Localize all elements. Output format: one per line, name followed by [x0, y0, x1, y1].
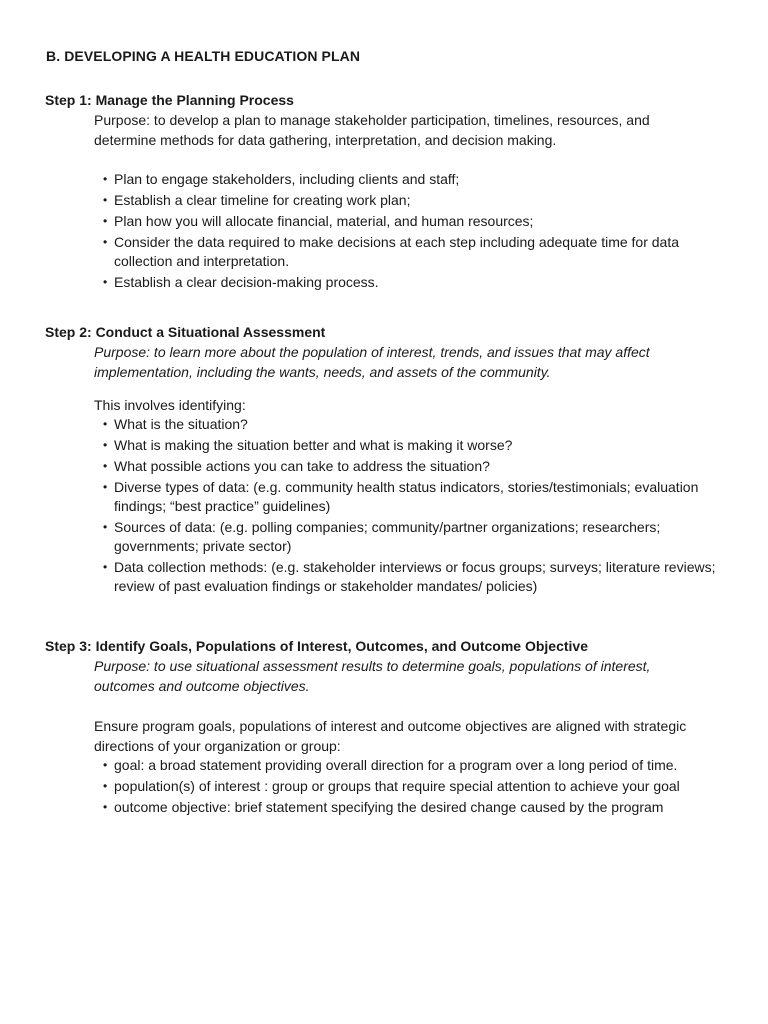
list-item: • Establish a clear decision-making process.: [103, 274, 379, 290]
step-1-purpose: Purpose: to develop a plan to manage stakeholder participation, timelines, resources, and determine methods for data gathering, interpretation, and decision making.: [94, 112, 650, 148]
list-item: • Plan to engage stakeholders, including clients and staff;: [103, 171, 460, 187]
list-item: • What is making the situation better and what is making it worse?: [103, 437, 513, 453]
list-item: • goal: a broad statement providing overall direction for a program over a long period of time.: [103, 757, 678, 773]
bullet-icon: •: [103, 758, 108, 772]
step-1-bullet-list: [45, 170, 723, 292]
bullet-icon: •: [103, 560, 108, 574]
bullet-icon: •: [103, 438, 108, 452]
step-2-bullet-list: [45, 415, 723, 596]
step-3-intro: Ensure program goals, populations of interest and outcome objectives are aligned with strategic directions of your organization or group:: [94, 718, 687, 754]
step-1-heading: Step 1: Manage the Planning Process: [45, 92, 294, 108]
step-1: [45, 90, 745, 294]
bullet-icon: •: [103, 193, 108, 207]
list-item: • Plan how you will allocate financial, material, and human resources;: [103, 213, 534, 229]
bullet-icon: •: [103, 800, 108, 814]
step-3-purpose: Purpose: to use situational assessment results to determine goals, populations of interest, outcomes and outcome objectives.: [94, 658, 651, 694]
list-item: • What possible actions you can take to address the situation?: [103, 458, 490, 474]
list-item: • outcome objective: brief statement specifying the desired change caused by the program: [103, 799, 664, 815]
list-item: • Data collection methods: (e.g. stakeholder interviews or focus groups; surveys; literature reviews; review of past evaluation findings or stakeholder mandates/ policies): [103, 559, 716, 594]
step-3: [45, 636, 745, 819]
bullet-icon: •: [103, 235, 108, 249]
bullet-icon: •: [103, 275, 108, 289]
bullet-icon: •: [103, 520, 108, 534]
step-2: [45, 322, 745, 598]
step-2-intro: This involves identifying:: [94, 397, 246, 413]
list-item: • Establish a clear timeline for creating work plan;: [103, 192, 411, 208]
bullet-icon: •: [103, 779, 108, 793]
section-title: B. DEVELOPING A HEALTH EDUCATION PLAN: [46, 48, 361, 64]
step-3-bullet-list: [45, 756, 723, 817]
bullet-icon: •: [103, 480, 108, 494]
step-2-purpose: Purpose: to learn more about the population of interest, trends, and issues that may affect implementation, including the wants, needs, and assets of the community.: [94, 344, 650, 380]
bullet-icon: •: [103, 172, 108, 186]
list-item: • Diverse types of data: (e.g. community health status indicators, stories/testimonials; evaluation findings; “best practice” guidelines): [103, 479, 699, 514]
list-item: • What is the situation?: [103, 416, 248, 432]
step-2-heading: Step 2: Conduct a Situational Assessment: [45, 324, 326, 340]
bullet-icon: •: [103, 459, 108, 473]
list-item: • Sources of data: (e.g. polling companies; community/partner organizations; researchers; governments; private sector): [103, 519, 661, 554]
list-item: • population(s) of interest : group or groups that require special attention to achieve your goal: [103, 778, 680, 794]
bullet-icon: •: [103, 417, 108, 431]
bullet-icon: •: [103, 214, 108, 228]
step-3-heading: Step 3: Identify Goals, Populations of Interest, Outcomes, and Outcome Objective: [45, 638, 588, 654]
list-item: • Consider the data required to make decisions at each step including adequate time for data collection and interpretation.: [103, 234, 680, 269]
